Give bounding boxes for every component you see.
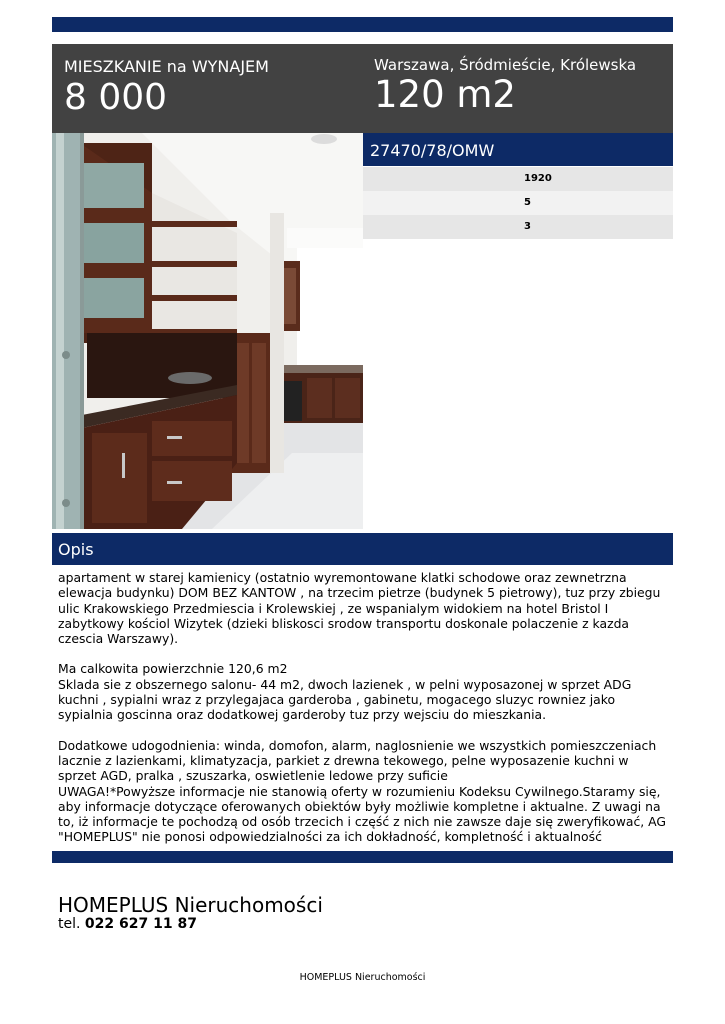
phone-prefix: tel. [58,916,81,932]
page-footer: HOMEPLUS Nieruchomości [299,972,426,983]
contact-phone [58,916,197,932]
description-paragraph: apartament w starej kamienicy (ostatnio wyremontowane klatki schodowe oraz zewnetrzna elewacja budynku) DOM BEZ KANTOW , na trzecim pietrze (budynek 5 pietrowy), tuz przy zbiegu ulic Krakowskiego Przedmiescia i Krolewskiej , ze wspanialym widokiem na hotel Bristol I zabytkowy kościol Wizytek (dzieki bliskosci srodow transportu doskonale polaczenie z kazda czescia Warszawy). [58,570,661,647]
description-body [58,570,670,845]
description-paragraph: Dodatkowe udogodnienia: winda, domofon, alarm, naglosnienie we wszystkich pomieszczeniach lacznie z lazienkami, klimatyzacja, parkiet z drewna tekowego, pelne wyposazenie kuchni w sprzet AGD, pralka , szuszarka, oswietlenie ledowe przy suficie UWAGA!*Powyższe informacje nie stanowią oferty w rozumieniu Kodeksu Cywilnego.Staramy się, aby informacje dotyczące oferowanych obiektów były możliwie kompletne i aktualne. Z uwagi na to, iż informacje te pochodzą od osób trzecich i część z nich nie zawsze daje się zweryfikować, AG "HOMEPLUS" nie ponosi odpowiedzialności za ich dokładność, kompletność i aktualność [58,737,667,845]
area: 120 m2 [374,73,516,116]
listing-header [52,44,673,133]
detail-row: 5 [363,191,673,215]
description-heading: Opis [52,533,673,565]
description-paragraph: Ma calkowita powierzchnie 120,6 m2 Sklada sie z obszernego salonu- 44 m2, dwoch lazienek , w pelni wyposazonej w sprzet ADG kuchni , sypialni wraz z przylegajaca garderoba , gabinetu, mogacego sluzyc rowniez jako sypialnia goscinna oraz dodatkowej garderoby tuz przy wejsciu do mieszkania. [58,661,632,723]
reference-number: 27470/78/OMW [363,133,673,166]
listing-type: MIESZKANIE na WYNAJEM [64,57,269,76]
detail-row: 1920 [363,167,673,191]
bottom-accent-bar [52,851,673,863]
location: Warszawa, Śródmieście, Królewska [374,56,637,74]
apartment-photo [52,133,363,529]
company-name: HOMEPLUS Nieruchomości [58,893,323,917]
price: 8 000 [64,77,168,118]
phone-number: 022 627 11 87 [84,916,197,932]
detail-row: 3 [363,215,673,239]
top-accent-bar [52,17,673,32]
